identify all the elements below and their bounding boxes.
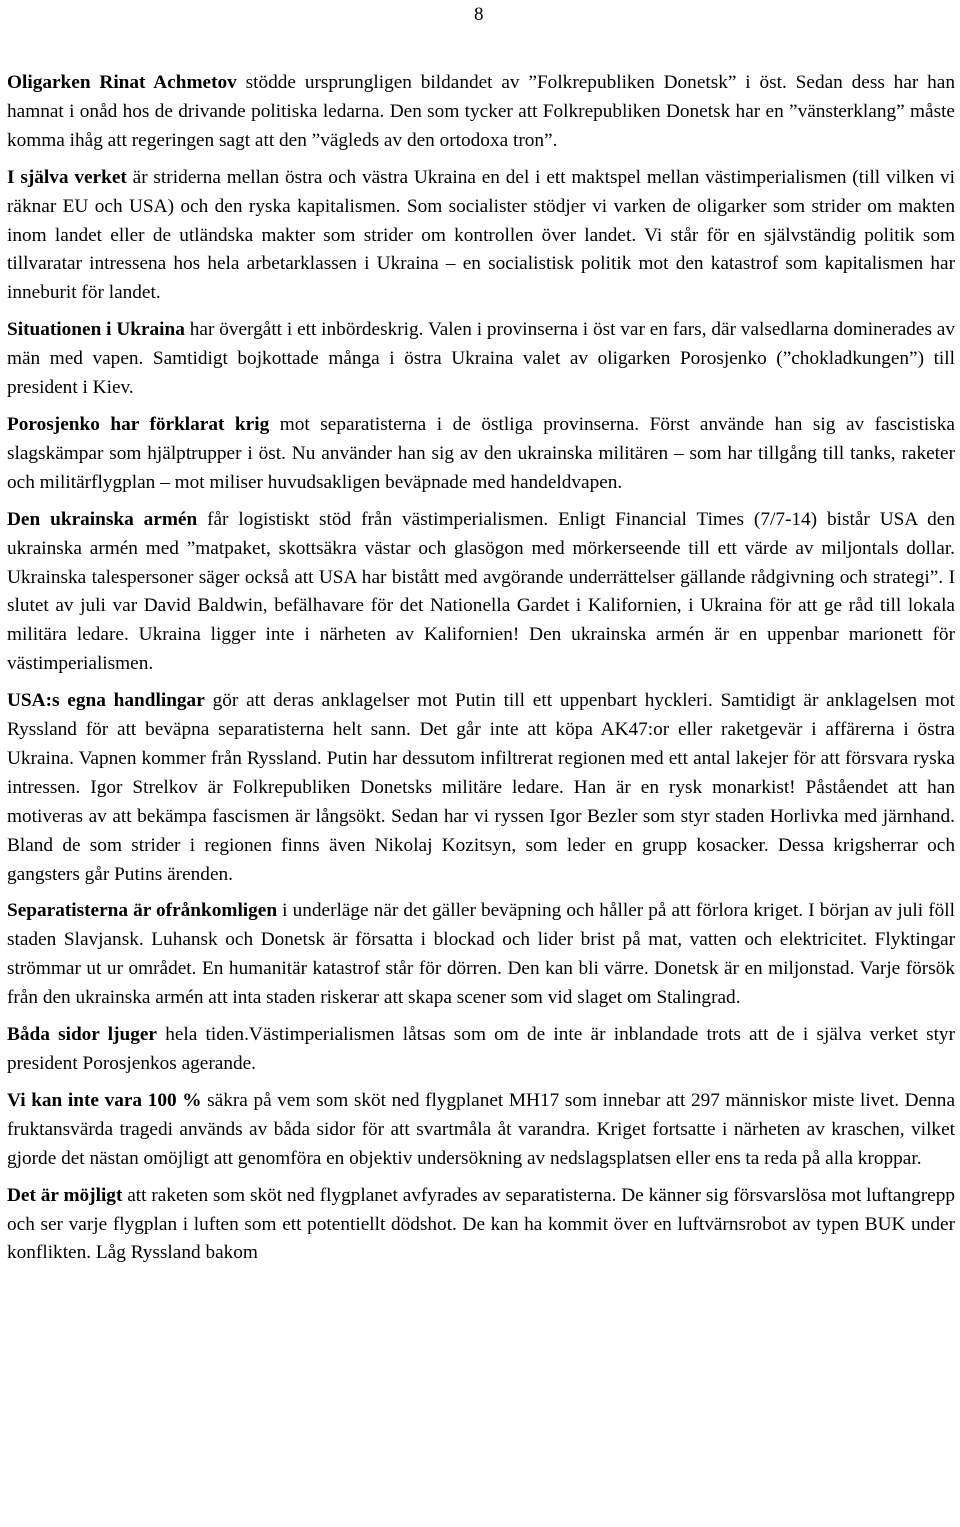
paragraph (7, 1087, 955, 1174)
paragraph-lead: Situationen i Ukraina (7, 319, 185, 341)
paragraph-lead: USA:s egna handlingar (7, 690, 205, 712)
page-number: 8 (474, 4, 484, 25)
paragraph-lead: I själva verket (7, 166, 127, 188)
paragraph-lead: Den ukrainska armén (7, 508, 198, 530)
paragraph-text: i underläge när det gäller beväpning och håller på att förlora kriget. I början av juli föll staden Slavjansk. Luhansk och Donetsk är försatta i blockad och lider brist på mat, vatten och elektricitet. Flyktingar strömmar ut ur området. En humanitär katastrof står för dörren. Den kan bli värre. Donetsk är en miljonstad. Varje försök från den ukrainska armén att inta staden riskerar att skapa scener som vid slaget om Stalingrad. (7, 900, 955, 1009)
paragraph-text: hela tiden.Västimperialismen låtsas som om de inte är inblandade trots att de i själva verket styr president Porosjenkos agerande. (7, 1024, 955, 1074)
paragraph (7, 411, 955, 498)
paragraph (7, 506, 955, 679)
paragraph (7, 316, 955, 403)
paragraph-text: mot separatisterna i de östliga provinserna. Först använde han sig av fascistiska slagskämpar som hjälptrupper i öst. Nu använder han sig av den ukrainska militären – som har tillgång till tanks, raketer och militärflygplan – mot miliser huvudsakligen beväpnade med handeldvapen. (7, 413, 955, 493)
paragraph-text: är striderna mellan östra och västra Ukraina en del i ett maktspel mellan västimperialismen (till vilken vi räknar EU och USA) och den ryska kapitalismen. Som socialister stödjer vi varken de oligarker som strider om makten inom landet eller de utländska makter som strider om kontrollen över landet. Vi står för en självständig politik som tillvaratar intressena hos hela arbetarklassen i Ukraina – en socialistisk politik mot den katastrof som kapitalismen har inneburit för landet. (7, 166, 955, 304)
paragraph (7, 69, 955, 156)
paragraph-text: säkra på vem som sköt ned flygplanet MH17 som innebar att 297 människor miste livet. Denna fruktansvärda tragedi används av båda sidor för att svartmåla åt varandra. Kriget fortsatte i närheten av kraschen, vilket gjorde det nästan omöjligt att genomföra en objektiv undersökning av nedslagsplatsen eller ens ta reda på alla kroppar. (7, 1089, 956, 1169)
paragraph-lead: Separatisterna är ofrånkomligen (7, 900, 278, 922)
paragraph-text: stödde ursprungligen bildandet av ”Folkrepubliken Donetsk” i öst. Sedan dess har han hamnat i onåd hos de drivande politiska ledarna. Den som tycker att Folkrepubliken Donetsk har en ”vänsterklang” måste komma ihåg att regeringen sagt att den ”vägleds av den ortodoxa tron”. (7, 72, 955, 151)
paragraph (7, 1182, 955, 1269)
paragraph (7, 1021, 955, 1079)
paragraph-lead: Det är möjligt (7, 1184, 123, 1206)
document-body (7, 69, 955, 1276)
paragraph-text: har övergått i ett inbördeskrig. Valen i provinserna i öst var en fars, där valsedlarna dominerades av män med vapen. Samtidigt bojkottade många i östra Ukraina valet av oligarken Porosjenko (”chokladkungen”) till president i Kiev. (7, 319, 955, 399)
paragraph-text: att raketen som sköt ned flygplanet avfyrades av separatisterna. De känner sig försvarslösa mot luftangrepp och ser varje flygplan i luften som ett potentiellt dödshot. De kan ha kommit över en luftvärnsrobot av typen BUK under konflikten. Låg Ryssland bakom (7, 1184, 955, 1264)
paragraph (7, 897, 955, 1013)
paragraph (7, 164, 955, 309)
paragraph-lead: Båda sidor ljuger (7, 1024, 157, 1046)
paragraph-text: får logistiskt stöd från västimperialismen. Enligt Financial Times (7/7-14) bistår USA den ukrainska armén med ”matpaket, skottsäkra västar och glasögon med mörkerseende till ett värde av miljontals dollar. Ukrainska talespersoner säger också att USA har bistått med avgörande underrättelser gällande rådgivning och strategi”. I slutet av juli var David Baldwin, befälhavare för det Nationella Gardet i Kalifornien, i Ukraina för att ge råd till lokala militära ledare. Ukraina ligger inte i närheten av Kalifornien! Den ukrainska armén är en uppenbar marionett för västimperialismen. (7, 508, 956, 675)
paragraph-lead: Oligarken Rinat Achmetov (7, 72, 237, 93)
paragraph (7, 687, 955, 889)
paragraph-text: gör att deras anklagelser mot Putin till ett uppenbart hyckleri. Samtidigt är anklagelsen mot Ryssland för att beväpna separatisterna helt sann. Det går inte att köpa AK47:or eller raketgevär i affärerna i östra Ukraina. Vapnen kommer från Ryssland. Putin har dessutom infiltrerat regionen med ett antal lakejer för att försvara ryska intressen. Igor Strelkov är Folkrepubliken Donetsks militäre ledare. Han är en rysk monarkist! Påståendet att han motiveras av att bekämpa fascismen är långsökt. Sedan har vi ryssen Igor Bezler som styr staden Horlivka med järnhand. Bland de som strider i regionen finns även Nikolaj Kozitsyn, som leder en grupp kosacker. Dessa krigsherrar och gangsters går Putins ärenden. (7, 690, 955, 885)
paragraph-lead: Porosjenko har förklarat krig (7, 413, 270, 435)
paragraph-lead: Vi kan inte vara 100 % (7, 1089, 202, 1111)
